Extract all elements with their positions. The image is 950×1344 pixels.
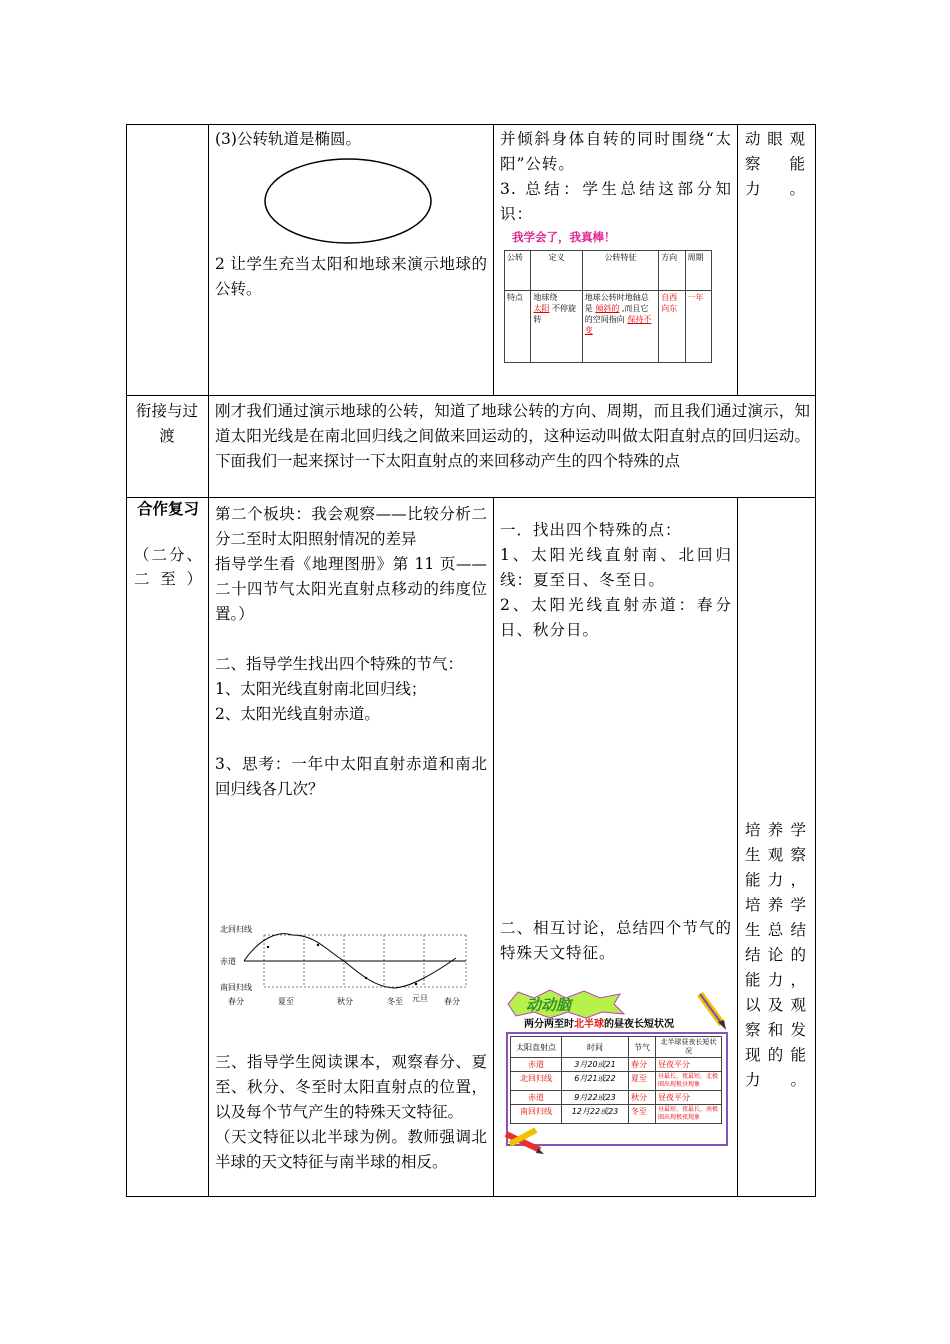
- row3-col3-text-mid: [500, 916, 732, 966]
- row4-term: 冬至: [629, 1105, 656, 1124]
- col3-right-border-row3: [737, 497, 738, 1197]
- row3-term: 秋分: [629, 1091, 656, 1105]
- summary-row-label: 特点: [505, 291, 531, 363]
- ylabel-equator: 赤道: [220, 957, 236, 966]
- ylabel-north-tropic: 北回归线: [220, 925, 252, 934]
- row2-point: 北回归线: [511, 1072, 562, 1091]
- pencil-icon-left: [502, 1124, 546, 1160]
- row1-col4-text: [745, 127, 807, 202]
- row1-status: 昼夜平分: [656, 1058, 722, 1072]
- xlabel-new-year: 元旦: [412, 994, 428, 1003]
- row3-col2-text-bottom: [215, 1050, 487, 1175]
- summary-table: [504, 250, 712, 363]
- xlabel-spring-equinox-2: 春分: [444, 997, 460, 1006]
- row4-point: 南回归线: [511, 1105, 562, 1124]
- orbit-ellipse-caption: (3)公转轨道是椭圆。: [215, 130, 361, 148]
- reading-guide-text: 三、指导学生阅读课本，观察春分、夏至、秋分、冬至时太阳直射点的位置，以及每个节气产生的特殊天文特征。: [215, 1053, 487, 1121]
- feature-blank-1: 倾斜的: [595, 304, 620, 313]
- cooperative-review-title: 合作复习: [136, 499, 199, 518]
- definition-blank: 太阳: [533, 304, 550, 313]
- discuss-features-text: 二、相互讨论，总结四个节气的特殊天文特征。: [500, 919, 732, 962]
- row2-time: 6月21或22: [562, 1072, 629, 1091]
- row1-point: 赤道: [511, 1058, 562, 1072]
- summary-header-revolution: 公转: [505, 251, 531, 291]
- row3-label: [134, 499, 202, 591]
- xlabel-summer-solstice: 夏至: [278, 997, 294, 1006]
- feature-prefix: 地球公转时地轴总是: [584, 293, 649, 313]
- table-right-border: [815, 124, 816, 1197]
- demo-revolution-text: 2 让学生充当太阳和地球来演示地球的公转。: [215, 255, 487, 298]
- row3-point: 赤道: [511, 1091, 562, 1105]
- col1-right-border: [208, 124, 209, 1197]
- spacer-2: [215, 727, 487, 752]
- find-points-heading: 一．找出四个特殊的点：: [500, 521, 682, 539]
- header-day-night-status: 北半球昼夜长短状况: [656, 1037, 722, 1058]
- subsolar-sine-figure: [216, 920, 478, 1012]
- row2-status: 昼最长、夜最短，北极圈出现极昼现象: [656, 1072, 722, 1091]
- header-time: 时间: [562, 1037, 629, 1058]
- pencil-icon-right: [696, 990, 730, 1032]
- row1-time: 3月20或21: [562, 1058, 629, 1072]
- summary-image: [504, 226, 716, 366]
- transition-label: 衔接与过渡: [135, 402, 198, 445]
- table-top-border: [126, 124, 816, 125]
- header-subsolar-point: 太阳直射点: [511, 1037, 562, 1058]
- row2-bottom-border: [126, 497, 816, 498]
- four-solar-terms-text: 二、指导学生找出四个特殊的节气：: [215, 655, 464, 673]
- emphasis-text: （天文特征以北半球为例。教师强调北半球的天文特征与南半球的相反。: [215, 1128, 487, 1171]
- transition-paragraph: 刚才我们通过演示地球的公转，知道了地球公转的方向、周期，而且我们通过演示，知道太阳光线是在南北回归线之间做来回运动的，这种运动叫做太阳直射点的回归运动。下面我们一起来探讨一下太阳直射点的来回移动产生的四个特殊的点: [215, 402, 810, 470]
- feature-blank-2: 保持不变: [584, 315, 652, 335]
- row3-col3-text-top: [500, 518, 732, 643]
- spacer-1: [215, 627, 487, 652]
- summary-feature-cell: [582, 291, 658, 363]
- xlabel-autumn-equinox: 秋分: [337, 997, 353, 1006]
- brain-burst-icon: [504, 988, 628, 1020]
- row2-label: [130, 399, 204, 449]
- row2-term: 夏至: [629, 1072, 656, 1091]
- row2-text: [215, 399, 810, 474]
- module2-heading: 第二个板块：我会观察——比较分析二分二至时太阳照射情况的差异: [215, 505, 487, 548]
- row1-col2-bottom-text: [215, 252, 487, 302]
- tropics-text: 1、太阳光线直射南北回归线；: [215, 680, 427, 698]
- col2-right-border-row1: [493, 124, 494, 396]
- definition-suffix: 不停旋转: [533, 304, 576, 324]
- summary-instruction-text: 3. 总结：学生总结这部分知识：: [500, 180, 732, 223]
- summary-header-feature: 公转特征: [582, 251, 658, 291]
- solstices-answer: 1、太阳光线直射南、北回归线：夏至日、冬至日。: [500, 546, 732, 589]
- title-prefix: 两分两至时: [524, 1019, 574, 1030]
- col3-right-border-row1: [737, 124, 738, 396]
- xlabel-winter-solstice: 冬至: [387, 997, 403, 1006]
- definition-prefix: 地球绕: [533, 293, 558, 302]
- xlabel-spring-equinox: 春分: [228, 997, 244, 1006]
- summary-direction-cell: 自西向东: [659, 291, 685, 363]
- row1-bottom-border: [126, 395, 816, 396]
- row1-col3-text: [500, 127, 732, 227]
- summary-header-direction: 方向: [659, 251, 685, 291]
- day-night-title: [524, 1018, 674, 1032]
- cooperative-review-sub: （二分、二至）: [134, 546, 202, 588]
- summary-definition-cell: [531, 291, 582, 363]
- orbit-ellipse: [262, 156, 434, 246]
- header-solar-term: 节气: [629, 1037, 656, 1058]
- equator-text: 2、太阳光线直射赤道。: [215, 705, 380, 723]
- table-bottom-border: [126, 1196, 816, 1197]
- atlas-guide-text: 指导学生看《地理图册》第 11 页——二十四节气太阳光直射点移动的纬度位置。）: [215, 555, 487, 623]
- summary-header-definition: 定义: [531, 251, 582, 291]
- row1-col2-top-text: [215, 127, 487, 152]
- ability-observe-text: 动眼观察能力。: [745, 130, 807, 198]
- summary-banner: 我学会了，我真棒！: [512, 230, 616, 244]
- summary-period-cell: 一年: [685, 291, 711, 363]
- ability-summary-text: 培养学生观察能力，培养学生总结结论的能力，以及观察和发现的能力。: [745, 821, 807, 1089]
- title-suffix: 的昼夜长短状况: [604, 1019, 674, 1030]
- tilt-revolve-text: 并倾斜身体自转的同时围绕“太阳”公转。: [500, 130, 732, 173]
- row3-time: 9月22或23: [562, 1091, 629, 1105]
- brain-burst-text: 动动脑: [526, 996, 572, 1014]
- day-night-table-image: [500, 988, 732, 1164]
- row4-time: 12月22或23: [562, 1105, 629, 1124]
- title-highlight: 北半球: [574, 1019, 604, 1030]
- row4-status: 昼最短、夜最长，南极圈出现极夜现象: [656, 1105, 722, 1124]
- equinoxes-answer: 2、太阳光线直射赤道：春分日、秋分日。: [500, 596, 732, 639]
- thinking-question: 3、思考：一年中太阳直射赤道和南北回归线各几次？: [215, 755, 487, 798]
- row1-term: 春分: [629, 1058, 656, 1072]
- col1-left-border: [126, 124, 127, 1197]
- ylabel-south-tropic: 南回归线: [220, 983, 252, 992]
- row3-status: 昼夜平分: [656, 1091, 722, 1105]
- day-night-table: [510, 1036, 722, 1124]
- col2-right-border-row3: [493, 497, 494, 1197]
- feature-middle: ,而且它的空间指向: [584, 304, 649, 324]
- row3-col4-text: [745, 818, 807, 1093]
- row3-col2-text-top: [215, 502, 487, 802]
- summary-header-period: 周期: [685, 251, 711, 291]
